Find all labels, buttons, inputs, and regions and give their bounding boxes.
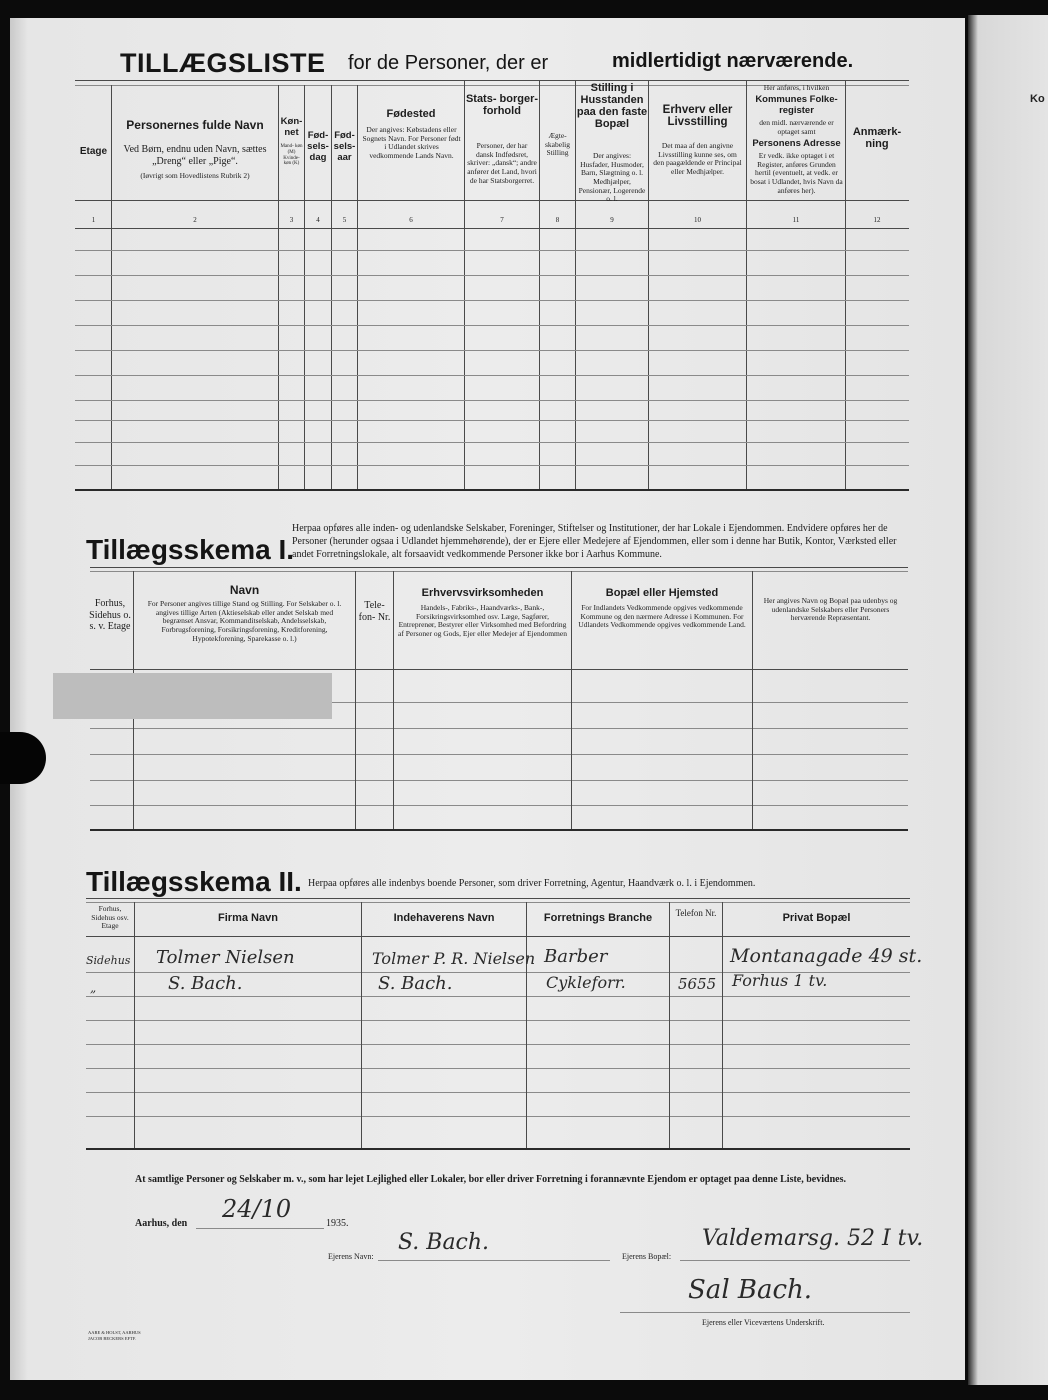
- t3-col-divider: [526, 902, 527, 1148]
- t1-col-divider: [648, 80, 649, 489]
- col-navn-head: Personernes fulde Navn: [126, 118, 264, 132]
- s2-col-indehaver: Indehaverens Navn: [393, 912, 495, 924]
- col-navn-desc2: (Iøvrigt som Hovedlistens Rubrik 2): [140, 171, 250, 180]
- t1-row-rule: [75, 300, 909, 301]
- table2-top-rule-2: [90, 571, 908, 572]
- redacted-area: [53, 673, 332, 719]
- table3-top-rule: [86, 898, 910, 899]
- s1-col-navn-head: Navn: [229, 583, 260, 597]
- col-stilling-desc: Der angives: Husfader, Husmoder, Barn, Slægtning o. l. Medhjælper, Pensionær, Logerende o. l.: [578, 151, 646, 204]
- t1-row-rule: [75, 400, 909, 401]
- t1-row-rule: [75, 442, 909, 443]
- col-num: 8: [555, 216, 560, 224]
- table1-header-rule: [75, 200, 909, 201]
- col-koen-desc: Mand- køn (M) Kvinde- køn (K): [280, 144, 303, 167]
- date-line: [196, 1228, 324, 1229]
- s1-col-bopael-desc: For Indlandets Vedkommende opgives vedkommende Kommune og den nærmere Adresse i Kommunen. For Udlandets Vedkommende opgives vedkommende Land.: [578, 603, 746, 630]
- t3-row-rule: [86, 1068, 910, 1069]
- col-adresse-head: Personens Adresse: [752, 138, 841, 149]
- s1-col-erhverv-desc: Handels-, Fabriks-, Haandværks-, Bank-, Forsikringsvirksomhed osv. Læge, Sagfører, Entreprenør, Bestyrer eller Virksomhed med Befordring af Personer og Gods, Ejer eller Medejer af Ejendommen: [398, 603, 567, 638]
- t2-col-divider: [393, 571, 394, 829]
- col-num: 5: [342, 216, 347, 224]
- col-num: 10: [694, 216, 701, 224]
- col-num: 2: [193, 216, 197, 224]
- table2-top-rule: [90, 567, 908, 568]
- col-foedested-desc: Der angives: Købstadens eller Sognets Navn. For Personer født i Udlandet skrives vedkommende Lands Navn.: [362, 125, 461, 160]
- s1-col-repraesentant-desc: Her angives Navn og Bopæl paa udenbys og udenlandske Selskabers eller Personers herværende Repræsentant.: [763, 596, 898, 623]
- col-statsborger-head: Stats- borger- forhold: [465, 93, 539, 117]
- s2-row2-telefon: 5655: [678, 975, 717, 993]
- s1-col-bopael-head: Bopæl eller Hjemsted: [605, 587, 719, 599]
- col-folkeregister-pre: Her anføres, i hvilken: [763, 83, 830, 92]
- col-num: 3: [289, 216, 294, 224]
- col-koen-head: Køn- net: [280, 116, 303, 138]
- t3-row-rule: [86, 1044, 910, 1045]
- col-navn-desc: Ved Børn, endnu uden Navn, sættes „Dreng“ eller „Pige“.: [123, 144, 267, 167]
- s2-col-bopael: Privat Bopæl: [782, 912, 851, 924]
- declaration-text: At samtlige Personer og Selskaber m. v., som har lejet Lejlighed eller Lokaler, bor eller driver Forretning i forannævnte Ejendom er optaget paa denne Liste, bevidnes.: [135, 1174, 846, 1185]
- col-folkeregister-head: Kommunes Folke- register: [755, 94, 838, 116]
- col-foedested-head: Fødested: [386, 108, 436, 120]
- s2-row2-firma: S. Bach.: [168, 973, 243, 994]
- col-stilling-head: Stilling i Husstanden paa den faste Bopæl: [576, 82, 648, 130]
- t1-col-divider: [746, 80, 747, 489]
- t2-row-rule: [90, 805, 908, 806]
- t1-row-rule: [75, 275, 909, 276]
- skema1-intro: Herpaa opføres alle inden- og udenlandske Selskaber, Foreninger, Stiftelser og Institutioner, der har Lokale i Ejendommen. Endvidere opføres her de Personer (herunder ogsaa i Udlandet hjemmehørende), der er Ejere eller Medejere af Ejendommen, eller som i denne har Butik, Kontor, Værksted eller andet Forretningslokale, alt forsaavidt vedkommende Personer ikke bor i Aarhus Kommune.: [292, 523, 897, 560]
- table3-header-rule: [86, 936, 910, 937]
- t3-col-divider: [722, 902, 723, 1148]
- t2-row-rule: [90, 728, 908, 729]
- t3-col-divider: [134, 902, 135, 1148]
- s1-col-telefon: Tele- fon- Nr.: [358, 600, 391, 623]
- s2-col-telefon: Telefon Nr.: [675, 908, 717, 918]
- t2-row-rule: [90, 780, 908, 781]
- t2-col-divider: [571, 571, 572, 829]
- t1-row-rule: [75, 420, 909, 421]
- col-aegteskab-head: Ægte- skabelig Stilling: [545, 131, 570, 158]
- skema2-intro: Herpaa opføres alle indenbys boende Personer, som driver Forretning, Agentur, Haandværk o. l. i Ejendommen.: [308, 878, 756, 889]
- t1-row-rule: [75, 250, 909, 251]
- col-etage-head: Etage: [79, 146, 108, 157]
- col-erhverv-head: Erhverv eller Livsstilling: [662, 104, 733, 128]
- col-foedselsdag-head: Fød- sels- dag: [307, 130, 329, 163]
- owner-addr: Valdemarsg. 52 I tv.: [702, 1226, 924, 1251]
- owner-name: S. Bach.: [398, 1230, 490, 1255]
- date-value: 24/10: [222, 1195, 292, 1223]
- table1-number-rule: [75, 228, 909, 229]
- col-statsborger-desc: Personer, der har dansk Indfødsret, skriver: „dansk“; andre anfører det Land, hvori de har Statsborgerret.: [467, 141, 537, 185]
- s2-col-etage: Forhus, Sidehus osv. Etage: [91, 904, 129, 931]
- t1-row-rule: [75, 375, 909, 376]
- s2-row1-bopael: Montanagade 49 st.: [730, 945, 923, 967]
- s2-row2-branche: Cykleforr.: [546, 973, 626, 992]
- col-num: 11: [792, 216, 800, 224]
- t1-col-divider: [111, 85, 112, 489]
- t2-col-divider: [752, 571, 753, 829]
- col-erhverv-desc: Det maa af den angivne Livsstilling kunne ses, om den paagældende er Principal eller Medhjælper.: [653, 141, 742, 176]
- s1-col-navn-desc: For Personer angives tillige Stand og Stilling. For Selskaber o. l. angives tillige Arten (Aktieselskab eller andet Selskab med begrænset Ansvar, Kommanditselskab, Andelsselskab, Forbrugsforening, Forsikringsforening, Kreditforening, Hypotekforening, Sparekasse o. l.): [147, 599, 342, 643]
- s2-row1-etage: Sidehus: [86, 954, 131, 967]
- tillaegsliste-title-rest: for de Personer, der er: [348, 52, 549, 74]
- adjacent-page: [968, 15, 1048, 1385]
- s2-col-branche: Forretnings Branche: [543, 912, 653, 924]
- table2-header-rule: [90, 669, 908, 670]
- t1-col-divider: [464, 80, 465, 489]
- printer-mark: AARE & HOLST, AARHUS JACOB BECKERS EFTF.: [88, 1330, 141, 1342]
- place-label: Aarhus, den: [135, 1218, 188, 1229]
- col-foedselsaar-head: Fød- sels- aar: [333, 130, 356, 163]
- col-num: 1: [91, 216, 96, 224]
- t3-row-rule: [86, 1116, 910, 1117]
- table1-bottom-rule: [75, 489, 909, 491]
- col-num: 12: [873, 216, 881, 224]
- owner-name-line: [378, 1260, 610, 1261]
- t3-row-rule: [86, 1020, 910, 1021]
- skema2-title: Tillægsskema II.: [86, 866, 302, 897]
- tillaegsliste-title-emph: midlertidigt nærværende.: [612, 50, 854, 72]
- s1-col-erhverv-head: Erhvervsvirksomheden: [421, 587, 544, 599]
- owner-addr-label: Ejerens Bopæl:: [622, 1252, 672, 1261]
- t3-row-rule: [86, 996, 910, 997]
- s2-row1-firma: Tolmer Nielsen: [156, 947, 295, 968]
- col-num: 4: [316, 216, 320, 224]
- col-anmaerkning-head: Anmærk- ning: [852, 126, 902, 150]
- t1-col-divider: [357, 85, 358, 489]
- t3-col-divider: [361, 902, 362, 1148]
- t1-col-divider: [575, 80, 576, 489]
- s2-row2-bopael: Forhus 1 tv.: [732, 971, 828, 990]
- col-folkeregister-desc: den midl. nærværende er optaget samt: [759, 118, 834, 136]
- s2-row2-indehaver: S. Bach.: [378, 973, 453, 994]
- col-num: 6: [409, 216, 413, 224]
- table3-top-rule-2: [86, 902, 910, 903]
- year-label: 1935.: [326, 1218, 349, 1229]
- col-adresse-desc: Er vedk. ikke optaget i et Register, anføres Grunden hertil (eventuelt, at vedk. er bosat i Udlandet, hvis Navn da anføres her).: [750, 151, 843, 195]
- signature-line: [620, 1312, 910, 1313]
- t1-row-rule: [75, 325, 909, 326]
- t1-row-rule: [75, 350, 909, 351]
- owner-addr-line: [680, 1260, 910, 1261]
- col-num: 7: [500, 216, 504, 224]
- t2-row-rule: [90, 754, 908, 755]
- s2-col-firma: Firma Navn: [218, 912, 278, 924]
- s2-row1-branche: Barber: [544, 946, 608, 967]
- signature-label: Ejerens eller Viceværtens Underskrift.: [702, 1318, 825, 1327]
- s2-row1-indehaver: Tolmer P. R. Nielsen: [372, 949, 536, 968]
- t1-row-rule: [75, 465, 909, 466]
- skema1-title: Tillægsskema I.: [86, 534, 295, 565]
- t3-col-divider: [669, 902, 670, 1148]
- s2-row2-etage: „: [90, 981, 97, 995]
- table1-top-rule: [75, 80, 909, 81]
- table3-bottom-rule: [86, 1148, 910, 1150]
- tillaegsliste-title: TILLÆGSLISTE: [120, 48, 326, 78]
- table2-bottom-rule: [90, 829, 908, 831]
- t3-row-rule: [86, 1092, 910, 1093]
- adjacent-page-text: Ko: [1030, 93, 1045, 105]
- owner-name-label: Ejerens Navn:: [328, 1252, 374, 1261]
- s1-col-etage: Forhus, Sidehus o. s. v. Etage: [89, 598, 131, 632]
- signature: Sal Bach.: [688, 1275, 813, 1305]
- col-num: 9: [610, 216, 614, 224]
